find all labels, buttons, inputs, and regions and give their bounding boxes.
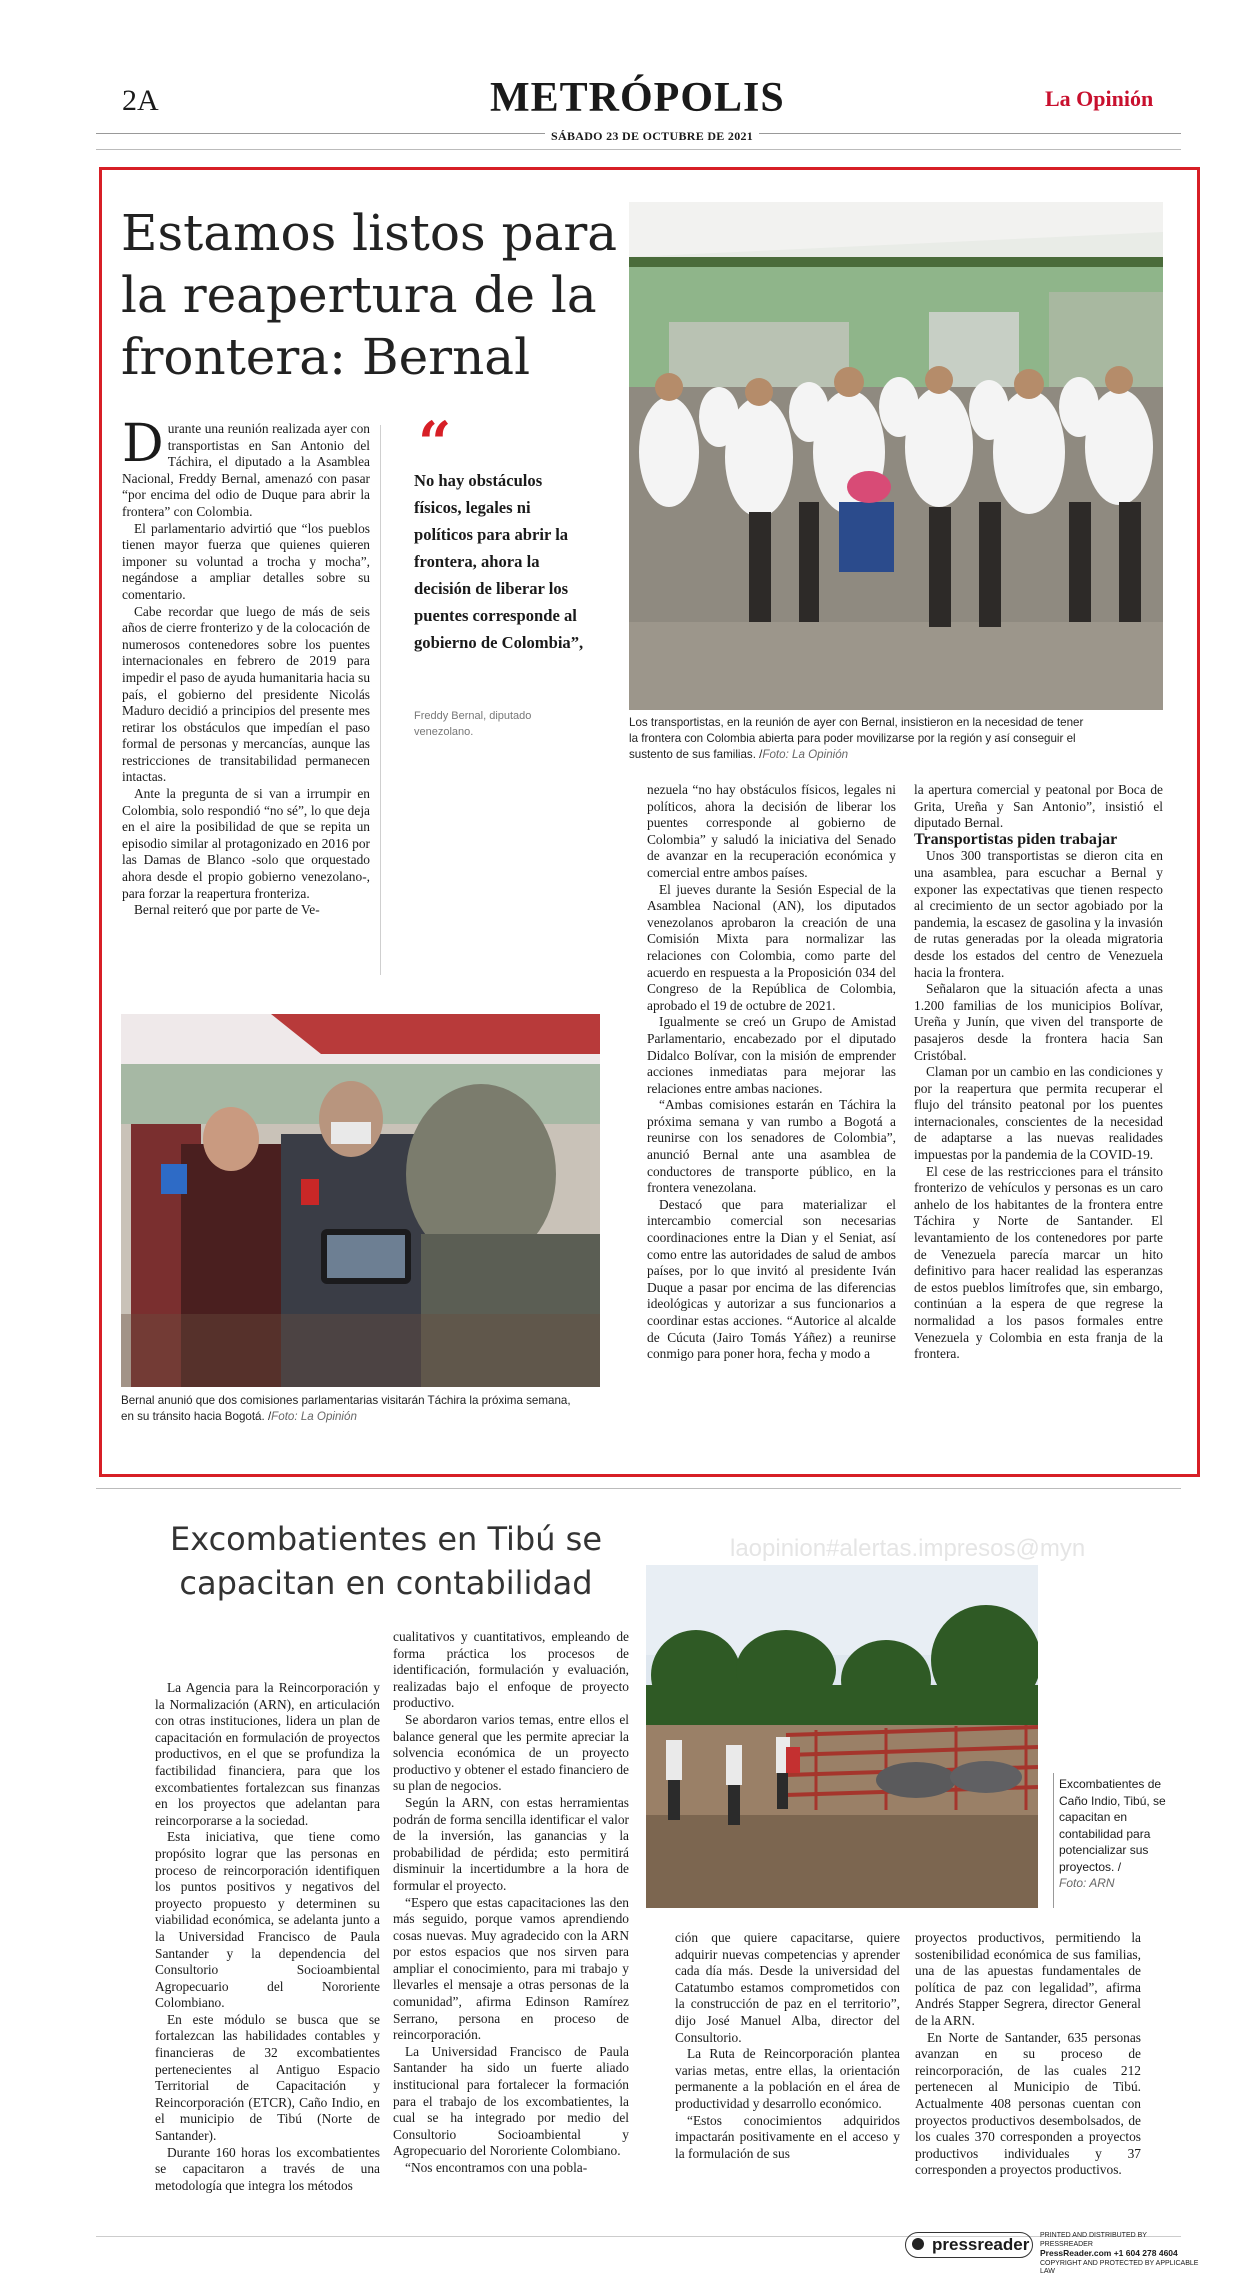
paragraph: El parlamentario advirtió que “los pueblos tienen mayor fuerza que quienes quieren imponer su voluntad a trocha y mocha”, negándose a ampliar detalles sobre su comentario. xyxy=(122,520,370,602)
paragraph: Cabe recordar que luego de más de seis años de cierre fronterizo y de la colocación de numerosos contenedores sobre los puentes internacionales en febrero de 2019 para impedir el paso de ayuda humanitaria hacia su país, el gobierno del presidente Nicolás Maduro decidió a principios del presente mes retirar los obstáculos que impedían el paso formal de personas y mercancías, aunque las restricciones de transitabilidad permanecen intactas. xyxy=(122,603,371,785)
pressreader-logo[interactable]: pressreader xyxy=(905,2232,1033,2258)
photo-cano-indio xyxy=(646,1565,1038,1908)
caption-text: Excombatientes de Caño Indio, Tibú, se capacitan en contabilidad para potencializar sus proyectos. / xyxy=(1059,1777,1166,1874)
section-title: METRÓPOLIS xyxy=(490,75,785,121)
caption-rule xyxy=(1053,1773,1054,1908)
article-column-1 xyxy=(122,414,371,919)
column-divider xyxy=(380,425,381,975)
meeting-photo-image xyxy=(629,202,1163,710)
article-column-2 xyxy=(393,1629,629,2177)
paragraph: En este módulo se busca que se fortalezcan las habilidades contables y financieras de 32 excombatientes pertenecientes al Antiguo Espacio Territorial de Capacitación y Reincorporación (ETCR), Caño Indio, en el municipio de Tibú (Norte de Santander). xyxy=(155,2011,380,2144)
paragraph: cualitativos y cuantitativos, empleando de forma práctica los procesos de identificación, formulación y evaluación, realizadas bajo el enfoque de proyecto productivo. xyxy=(393,1629,629,1711)
paragraph: proyectos productivos, permitiendo la sostenibilidad económica de sus familias, una de las apuestas fundamentales de política de paz con legalidad”, afirma Andrés Stapper Segrera, director General de la ARN. xyxy=(915,1930,1141,2028)
notice-line: COPYRIGHT AND PROTECTED BY APPLICABLE LAW xyxy=(1040,2259,1199,2275)
paragraph: En Norte de Santander, 635 personas avanzan en su proceso de reincorporación, de las cuales 212 pertenecen al Municipio de Tibú. Actualmente 408 personas cuentan con proyectos productivos desembolsados, de los cuales 370 corresponden a proyectos productivos individuales y 37 corresponden a proyectos productivos. xyxy=(915,2029,1141,2178)
paragraph: Bernal reiteró que por parte de Ve- xyxy=(134,902,320,918)
article-column-4 xyxy=(915,1930,1141,2179)
photo-credit: Foto: La Opinión xyxy=(271,1410,357,1423)
photo-transport-meeting xyxy=(629,202,1163,710)
paragraph: Esta iniciativa, que tiene como propósito lograr que las personas en proceso de reincorporación identifiquen los puntos positivos y negativos del proyecto propuesto y determinen su viabilidad económica, se adelanta junto a la Universidad Francisco de Paula Santander y la dependencia del Consultorio Socioambiental Agropecuario del Nororiente Colombiano. xyxy=(155,1829,380,2011)
pull-quote: No hay obstáculos físicos, legales ni políticos para abrir la frontera, ahora la decisión de liberar los puentes corresponde al gobierno de Colombia”, xyxy=(414,471,584,652)
brand-logo[interactable]: La Opinión xyxy=(1045,86,1154,111)
quote-mark-icon: “ xyxy=(418,409,452,477)
drop-cap: D xyxy=(122,414,164,474)
paragraph: La Universidad Francisco de Paula Santander ha sido un fuerte aliado institucional para fortalecer la formación para el trabajo de los excombatientes, la cual se ha integrado por medio del Consultorio Socioambiental y Agropecuario del Nororiente Colombiano. xyxy=(393,2043,629,2159)
paragraph: ción que quiere capacitarse, quiere adquirir nuevas competencias y aprender cada día más. Desde la universidad del Catatumbo estamos comprometidos con la construcción de paz en el territorio”, dijo José Manuel Alba, director del Consultorio. xyxy=(675,1930,900,2045)
pressreader-icon xyxy=(912,2238,924,2250)
caption-text: Bernal anunió que dos comisiones parlamentarias visitarán Táchira la próxima semana, en su tránsito hacia Bogotá. / xyxy=(121,1394,571,1423)
notice-contact[interactable]: PressReader.com +1 604 278 4604 xyxy=(1040,2248,1178,2258)
paragraph: la apertura comercial y peatonal por Boca de Grita, Ureña y San Antonio”, insistió el diputado Bernal. xyxy=(914,782,1163,831)
issue-date: SÁBADO 23 DE OCTUBRE DE 2021 xyxy=(545,129,759,144)
subheading: Transportistas piden trabajar xyxy=(914,830,1118,848)
photo-bernal-press xyxy=(121,1014,600,1387)
paragraph: “Estos conocimientos adquiridos impactarán positivamente en el acceso y la formulación de sus xyxy=(675,2112,900,2161)
paragraph: urante una reunión realizada ayer con transportistas en San Antonio del Táchira, el diputado a la Asamblea Nacional, Freddy Bernal, amenazó con pasar “por encima del odio de Duque para abrir la frontera” con Colombia. xyxy=(122,421,370,519)
paragraph: Igualmente se creó un Grupo de Amistad Parlamentario, encabezado por el diputado Didalco Bolívar, con la misión de emprender acciones inmediatas para mejorar las relaciones entre ambas naciones. xyxy=(647,1014,896,1096)
photo-caption xyxy=(121,1393,581,1425)
paragraph: Durante 160 horas los excombatientes se capacitaron a través de una metodología que integra los métodos xyxy=(155,2144,380,2193)
watermark: laopinion#alertas.impresos@myn xyxy=(730,1535,1086,1562)
cattle-photo-image xyxy=(646,1565,1038,1908)
article-headline: Estamos listos para la reapertura de la frontera: Bernal xyxy=(121,204,618,386)
paragraph: Se abordaron varios temas, entre ellos el balance general que les permite apreciar la solvencia económica de un proyecto productivo y obtener el estado financiero de su plan de negocios. xyxy=(393,1711,629,1794)
article-headline: Excombatientes en Tibú se capacitan en contabilidad xyxy=(169,1520,603,1602)
paragraph: La Agencia para la Reincorporación y la Normalización (ARN), en articulación con otras instituciones, lidera un plan de capacitación en formulación de proyectos productivos, en el que se profundiza la factibilidad financiera, para que los excombatientes fortalezcan sus finanzas en los proyectos que adelantan para reincorporarse a la sociedad. xyxy=(155,1680,380,1828)
press-photo-image xyxy=(121,1014,600,1387)
pressreader-notice xyxy=(1040,2232,1200,2277)
article-divider xyxy=(96,1488,1181,1489)
paragraph: Claman por un cambio en las condiciones y por la reapertura que permita recuperar el flujo del tránsito peatonal por los puentes internacionales, conscientes de la necesidad de adaptarse a las nuevas realidades impuestas por la pandemia de la COVID-19. xyxy=(914,1064,1163,1163)
paragraph: Unos 300 transportistas se dieron cita en una asamblea, para escuchar a Bernal y exponer las expectativas que tienen respecto al crecimiento de un sector agobiado por la pandemia, la escasez de gasolina y la invasión de rutas generadas por la oleada migratoria desde los estados del centro de Venezuela hacia la frontera. xyxy=(914,848,1163,980)
article-column-1 xyxy=(155,1680,380,2194)
paragraph: “Espero que estas capacitaciones las den más seguido, porque vamos aprendiendo cosas nuevas. Muy agradecido con la ARN por estos espacios que nos sirven para ampliar el conocimiento, para mi trabajo y llevarles el mensaje a otras personas de la comunidad”, afirma Edinson Ramírez Serrano, persona en proceso de reincorporación. xyxy=(393,1894,629,2043)
paragraph: nezuela “no hay obstáculos físicos, legales ni políticos, ahora la decisión de liberar los puentes corresponde al gobierno de Colombia” y saludó la iniciativa del Senado de avanzar en la recuperación económica y comercial entre ambos países. xyxy=(647,782,896,880)
paragraph: “Ambas comisiones estarán en Táchira la próxima semana y van rumbo a Bogotá a reunirse con los senadores de Colombia”, anunció Bernal ante una asamblea de conductores de transporte público, en la frontera venezolana. xyxy=(647,1097,896,1196)
caption-text: Los transportistas, en la reunión de ayer con Bernal, insistieron en la necesidad de tener la frontera con Colombia abierta para poder movilizarse por la región y así conseguir el sustento de sus familias. / xyxy=(629,716,1084,761)
pull-quote-attribution: Freddy Bernal, diputado venezolano. xyxy=(414,710,532,738)
photo-caption xyxy=(1059,1776,1169,1892)
paragraph: Según la ARN, con estas herramientas podrán de forma sencilla identificar el valor de la inversión, las ganancias y la probabilidad de pérdida; esto permitirá disminuir la incertidumbre a la hora de formular el proyecto. xyxy=(393,1794,629,1893)
paragraph: Señalaron que la situación afecta a unas 1.200 familias de los municipios Bolívar, Ureña y Junín, que viven del transporte de pasajeros desde la frontera hacia San Cristóbal. xyxy=(914,981,1163,1063)
article-column-3 xyxy=(675,1930,900,2162)
article-column-3 xyxy=(914,782,1163,1363)
photo-credit: Foto: La Opinión xyxy=(762,748,849,761)
header-rule-lower xyxy=(96,149,1181,150)
paragraph: La Ruta de Reincorporación plantea varias metas, entre ellas, la orientación permanente a la población en el área de productividad y desarrollo económico. xyxy=(675,2046,900,2111)
paragraph: “Nos encontramos con una pobla- xyxy=(405,2160,588,2175)
notice-line: PRINTED AND DISTRIBUTED BY PRESSREADER xyxy=(1040,2232,1147,2248)
photo-credit: Foto: ARN xyxy=(1059,1876,1115,1890)
paragraph: El cese de las restricciones para el tránsito fronterizo de vehículos y personas es un caro anhelo de los habitantes de la frontera entre Táchira y Norte de Santander. El levantamiento de los contenedores por parte de Venezuela parecía marcar un hito definitivo para hacer realidad las esperanzas de estos pueblos limítrofes que, sin embargo, continúan a la espera de que regrese la normalidad a los pasos formales entre Venezuela y Colombia en esta franja de la frontera. xyxy=(914,1163,1163,1362)
photo-caption xyxy=(629,715,1089,763)
paragraph: El jueves durante la Sesión Especial de la Asamblea Nacional (AN), los diputados venezolanos aprobaron la creación de una Comisión Mixta para normalizar las relaciones con Colombia, como parte del acuerdo en respuesta a la Proposición 034 del Congreso de la República de Colombia, aprobado el 19 de octubre de 2021. xyxy=(647,881,896,1013)
page-number: 2A xyxy=(122,84,159,117)
article-column-2 xyxy=(647,782,896,1363)
paragraph: Ante la pregunta de si van a irrumpir en Colombia, solo respondió “no sé”, lo que deja en el aire la posibilidad de que se repita un episodio similar al protagonizado en 2016 por las Damas de Blanco -solo que orquestado ahora desde el propio gobierno venezolano-, para forzar la reapertura fronteriza. xyxy=(122,786,370,901)
paragraph: Destacó que para materializar el intercambio comercial son necesarias coordinaciones entre la Dian y el Seniat, así como entre las autoridades de salud de ambos países, por lo que invitó al presidente Iván Duque a pasar por encima de las diferencias ideológicas y autorizar a sus funcionarios a coordinar estas acciones. “Autorice al alcalde de Cúcuta (Jairo Tomás Yáñez) a reunirse conmigo para poner hora, fecha y modo a xyxy=(647,1196,896,1362)
